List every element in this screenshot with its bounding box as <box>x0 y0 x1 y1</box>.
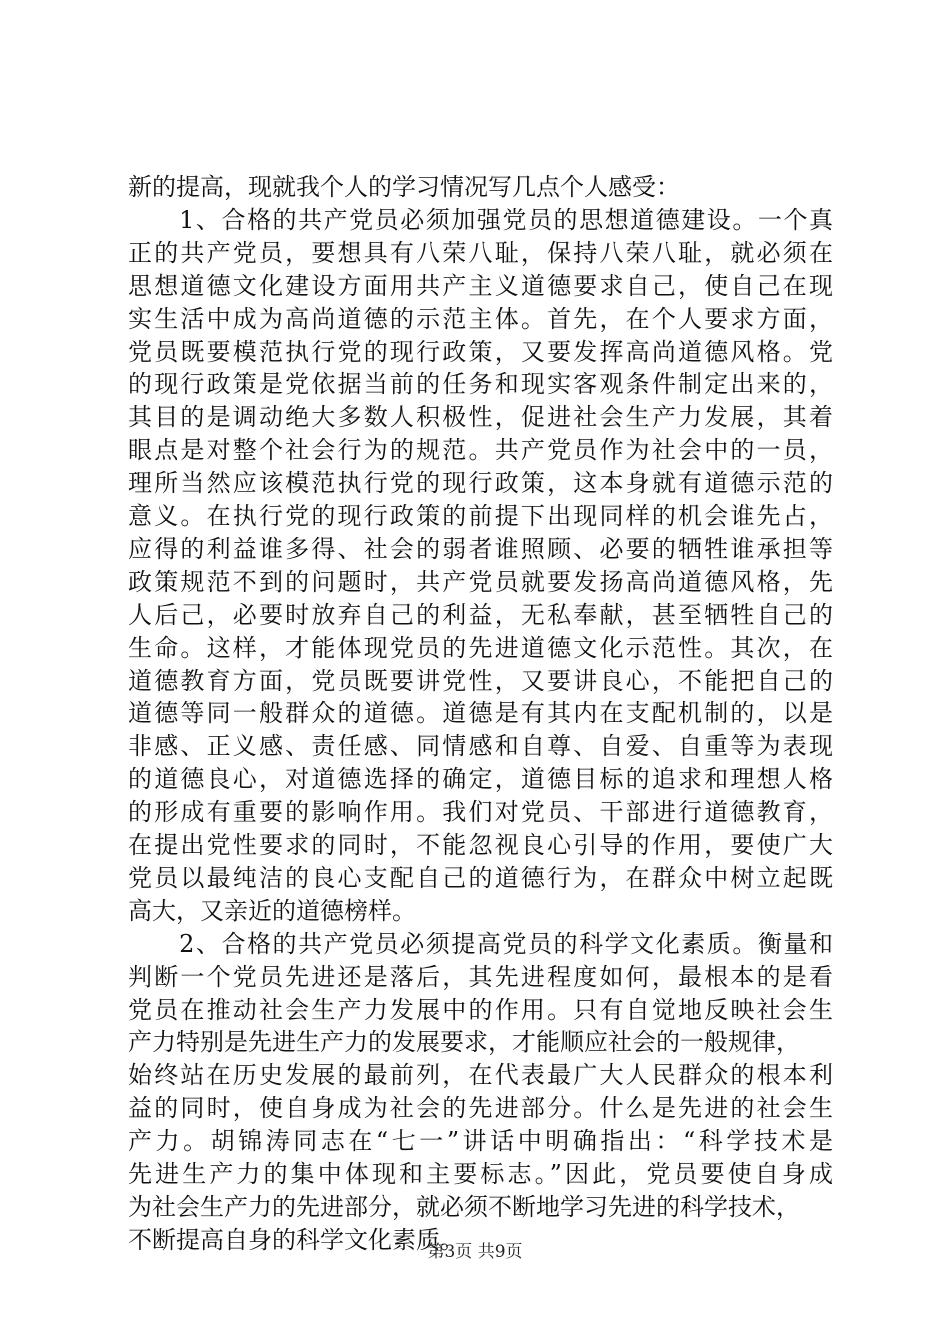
page-footer: 第3页 共9页 <box>427 1242 523 1262</box>
text-line: 益的同时，使自身成为社会的先进部分。什么是先进的社会生 <box>128 1094 833 1123</box>
text-line: 道德教育方面，党员既要讲党性，又要讲良心，不能把自己的 <box>128 666 833 695</box>
text-line: 产力。胡锦涛同志在“七一”讲话中明确指出：“科学技术是 <box>128 1127 833 1156</box>
text-line: 不断提高自身的科学文化素质。 <box>128 1225 464 1254</box>
text-line: 眼点是对整个社会行为的规范。共产党员作为社会中的一员， <box>128 436 833 465</box>
text-line: 的形成有重要的影响作用。我们对党员、干部进行道德教育， <box>128 798 833 827</box>
text-line: 正的共产党员，要想具有八荣八耻，保持八荣八耻，就必须在 <box>128 238 833 267</box>
text-line: 产力特别是先进生产力的发展要求，才能顺应社会的一般规律， <box>128 1028 800 1057</box>
text-line: 在提出党性要求的同时，不能忽视良心引导的作用，要使广大 <box>128 831 833 859</box>
text-line: 的现行政策是党依据当前的任务和现实客观条件制定出来的， <box>128 370 833 399</box>
text-line: 始终站在历史发展的最前列，在代表最广大人民群众的根本利 <box>128 1061 833 1090</box>
text-line: 思想道德文化建设方面用共产主义道德要求自己，使自己在现 <box>128 271 833 300</box>
text-line: 应得的利益谁多得、社会的弱者谁照顾、必要的牺牲谁承担等 <box>128 534 833 563</box>
text-line: 判断一个党员先进还是落后，其先进程度如何，最根本的是看 <box>128 962 833 991</box>
text-line: 党员既要模范执行党的现行政策，又要发挥高尚道德风格。党 <box>128 337 833 366</box>
text-line: 道德等同一般群众的道德。道德是有其内在支配机制的，以是 <box>128 699 833 728</box>
text-line: 非感、正义感、责任感、同情感和自尊、自爱、自重等为表现 <box>128 732 833 761</box>
text-line: 党员以最纯洁的良心支配自己的道德行为，在群众中树立起既 <box>128 863 833 892</box>
text-line: 意义。在执行党的现行政策的前提下出现同样的机会谁先占， <box>128 502 833 530</box>
text-line: 实生活中成为高尚道德的示范主体。首先，在个人要求方面， <box>128 304 833 333</box>
text-line: 其目的是调动绝大多数人积极性，促进社会生产力发展，其着 <box>128 403 833 432</box>
text-line: 新的提高，现就我个人的学习情况写几点个人感受： <box>128 173 680 201</box>
text-line: 生命。这样，才能体现党员的先进道德文化示范性。其次，在 <box>128 633 833 662</box>
text-line: 先进生产力的集中体现和主要标志。”因此，党员要使自身成 <box>128 1160 833 1188</box>
text-line: 理所当然应该模范执行党的现行政策，这本身就有道德示范的 <box>128 469 833 498</box>
text-line: 党员在推动社会生产力发展中的作用。只有自觉地反映社会生 <box>128 995 833 1024</box>
text-line: 高大，又亲近的道德榜样。 <box>128 896 416 925</box>
text-line: 人后己，必要时放弃自己的利益，无私奉献，甚至牺牲自己的 <box>128 600 833 629</box>
text-line: 政策规范不到的问题时，共产党员就要发扬高尚道德风格，先 <box>128 567 833 596</box>
text-line: 为社会生产力的先进部分，就必须不断地学习先进的科学技术， <box>128 1192 800 1221</box>
text-line: 1、合格的共产党员必须加强党员的思想道德建设。一个真 <box>128 205 833 234</box>
text-line: 的道德良心，对道德选择的确定，道德目标的追求和理想人格 <box>128 765 833 794</box>
text-line: 2、合格的共产党员必须提高党员的科学文化素质。衡量和 <box>128 929 833 958</box>
